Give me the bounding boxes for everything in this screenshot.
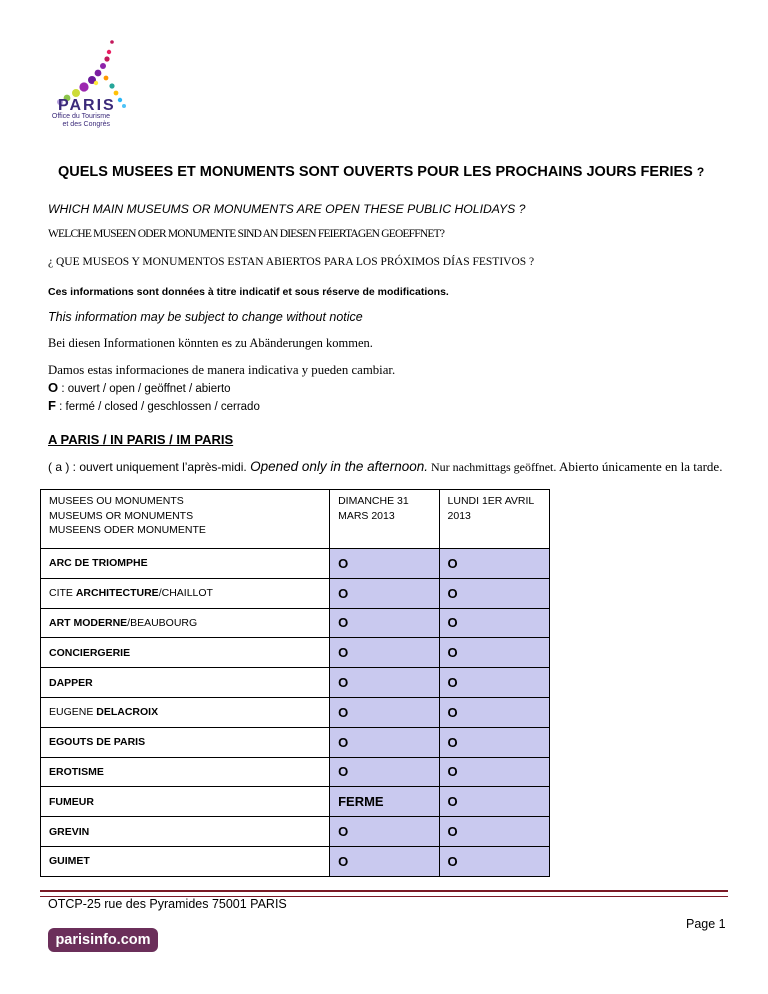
- status-value: O: [447, 824, 458, 840]
- museum-name-bold: EROTISME: [49, 765, 104, 778]
- status-value: O: [447, 704, 458, 720]
- logo-tagline-line-1: Office du Tourisme: [51, 113, 110, 120]
- status-day-1: [330, 817, 439, 847]
- museum-name-bold: DAPPER: [49, 676, 93, 689]
- status-day-1: [330, 727, 439, 757]
- table-row: [41, 697, 550, 727]
- header-date-1-line-1: DIMANCHE 31: [338, 495, 409, 507]
- status-day-2: [439, 668, 549, 698]
- status-value: O: [338, 704, 349, 720]
- museum-name: [41, 668, 330, 698]
- opening-table: [40, 489, 550, 877]
- museum-name: [41, 727, 330, 757]
- table-row: [41, 549, 550, 579]
- logo-tagline: [48, 113, 110, 129]
- museum-name-bold: GUIMET: [49, 855, 90, 868]
- heading-en: WHICH MAIN MUSEUMS OR MONUMENTS ARE OPEN THESE PUBLIC HOLIDAYS ?: [48, 202, 526, 216]
- status-value: O: [447, 675, 458, 691]
- note-en: This information may be subject to change without notice: [48, 310, 363, 324]
- status-value: O: [338, 764, 349, 780]
- status-value: O: [447, 615, 458, 631]
- status-day-2: [439, 757, 549, 787]
- logo-wordmark: PARIS: [58, 97, 116, 114]
- table-row: [41, 757, 550, 787]
- status-day-1: [330, 846, 439, 876]
- museum-name-suffix: /BEAUBOURG: [127, 616, 198, 629]
- legend-closed-key: F: [48, 398, 56, 413]
- afternoon-note-fr: ( a ) : ouvert uniquement l’après-midi.: [48, 460, 251, 474]
- status-day-1: [330, 787, 439, 817]
- status-day-1: [330, 638, 439, 668]
- status-day-2: [439, 549, 549, 579]
- footer-address: OTCP-25 rue des Pyramides 75001 PARIS: [48, 897, 287, 911]
- status-value: O: [447, 585, 458, 601]
- note-de: Bei diesen Informationen könnten es zu Abänderungen kommen.: [48, 336, 373, 350]
- header-date-2-line-1: LUNDI 1ER AVRIL: [447, 495, 535, 507]
- header-museums-de: MUSEENS ODER MONUMENTE: [49, 524, 206, 536]
- museum-name-prefix: EUGENE: [49, 706, 97, 719]
- heading-de: WELCHE MUSEEN ODER MONUMENTE SIND AN DIESEN FEIERTAGEN GEOEFFNET?: [48, 228, 445, 240]
- table-row: [41, 608, 550, 638]
- afternoon-note-en: Opened only in the afternoon.: [250, 459, 428, 474]
- status-day-2: [439, 578, 549, 608]
- header-date-1-line-2: MARS 2013: [338, 509, 395, 522]
- main-heading-fr: [58, 164, 704, 180]
- museum-name-bold: ART MODERNE: [49, 616, 128, 629]
- status-day-2: [439, 638, 549, 668]
- header-date-1: [330, 490, 439, 549]
- parisinfo-link[interactable]: parisinfo.com: [48, 928, 158, 952]
- table-header-row: [41, 490, 550, 549]
- museum-name: [41, 608, 330, 638]
- note-es: Damos estas informaciones de manera indicativa y pueden cambiar.: [48, 363, 396, 377]
- main-heading-question-mark: ?: [696, 165, 705, 179]
- museum-name-bold: EGOUTS DE PARIS: [49, 736, 146, 749]
- museum-name: [41, 549, 330, 579]
- page-number: Page 1: [686, 917, 726, 931]
- legend-open-key: O: [48, 380, 59, 395]
- status-value: O: [447, 853, 458, 869]
- status-day-2: [439, 727, 549, 757]
- status-value: O: [338, 853, 349, 869]
- main-heading-text: QUELS MUSEES ET MONUMENTS SONT OUVERTS POUR LES PROCHAINS JOURS FERIES: [58, 164, 693, 180]
- status-value: O: [447, 734, 458, 750]
- status-value: O: [447, 645, 458, 661]
- status-value: O: [338, 734, 349, 750]
- status-day-2: [439, 608, 549, 638]
- museum-name: [41, 638, 330, 668]
- header-museums-en: MUSEUMS OR MONUMENTS: [49, 509, 194, 522]
- museum-name: [41, 697, 330, 727]
- afternoon-note-de: Nur nachmittags geöffnet.: [427, 460, 557, 474]
- status-day-1: [330, 608, 439, 638]
- museum-name: [41, 757, 330, 787]
- legend-closed-text: : fermé / closed / geschlossen / cerrado: [55, 401, 260, 413]
- logo-tagline-line-2: et des Congrès: [62, 121, 110, 128]
- museum-name: [41, 817, 330, 847]
- status-day-1: [330, 578, 439, 608]
- table-row: [41, 578, 550, 608]
- status-day-2: [439, 787, 549, 817]
- museum-name-bold: GREVIN: [49, 825, 90, 838]
- afternoon-note: [48, 457, 728, 477]
- status-value: O: [338, 824, 349, 840]
- footer-divider: [40, 890, 728, 897]
- status-day-2: [439, 817, 549, 847]
- status-value: FERME: [338, 794, 384, 810]
- status-value: O: [447, 794, 458, 810]
- table-row: [41, 817, 550, 847]
- heading-es: ¿ QUE MUSEOS Y MONUMENTOS ESTAN ABIERTOS PARA LOS PRÓXIMOS DÍAS FESTIVOS ?: [48, 256, 535, 268]
- note-fr: Ces informations sont données à titre indicatif et sous réserve de modifications.: [48, 286, 449, 298]
- museum-name-bold: FUMEUR: [49, 795, 94, 808]
- table-row: [41, 846, 550, 876]
- status-value: O: [338, 585, 349, 601]
- status-value: O: [338, 675, 349, 691]
- museum-name-bold: CONCIERGERIE: [49, 646, 131, 659]
- status-day-1: [330, 549, 439, 579]
- museum-name-bold: ARCHITECTURE: [75, 587, 159, 600]
- afternoon-note-es: Abierto únicamente en la tarde.: [556, 459, 723, 474]
- museum-name: [41, 846, 330, 876]
- legend-closed: [48, 398, 260, 413]
- status-day-2: [439, 697, 549, 727]
- table-row: [41, 727, 550, 757]
- status-value: O: [338, 615, 349, 631]
- museum-name-bold: ARC DE TRIOMPHE: [49, 557, 148, 570]
- status-value: O: [447, 764, 458, 780]
- museum-name: [41, 787, 330, 817]
- header-date-2-line-2: 2013: [447, 509, 471, 522]
- section-title: A PARIS / IN PARIS / IM PARIS: [48, 432, 234, 447]
- museum-name: [41, 578, 330, 608]
- table-row: [41, 638, 550, 668]
- header-date-2: [439, 490, 549, 549]
- museum-name-suffix: /CHAILLOT: [158, 587, 213, 600]
- header-museums-fr: MUSEES OU MONUMENTS: [49, 495, 184, 507]
- status-value: O: [447, 555, 458, 571]
- header-museums: [41, 490, 330, 549]
- status-day-1: [330, 757, 439, 787]
- legend-open: [48, 380, 231, 395]
- status-day-1: [330, 668, 439, 698]
- status-day-2: [439, 846, 549, 876]
- legend-open-text: : ouvert / open / geöffnet / abierto: [58, 383, 231, 395]
- status-day-1: [330, 697, 439, 727]
- museum-name-prefix: CITE: [49, 587, 76, 600]
- table-row: [41, 787, 550, 817]
- status-value: O: [338, 645, 349, 661]
- status-value: O: [338, 555, 349, 571]
- museum-name-bold: DELACROIX: [96, 706, 159, 719]
- table-row: [41, 668, 550, 698]
